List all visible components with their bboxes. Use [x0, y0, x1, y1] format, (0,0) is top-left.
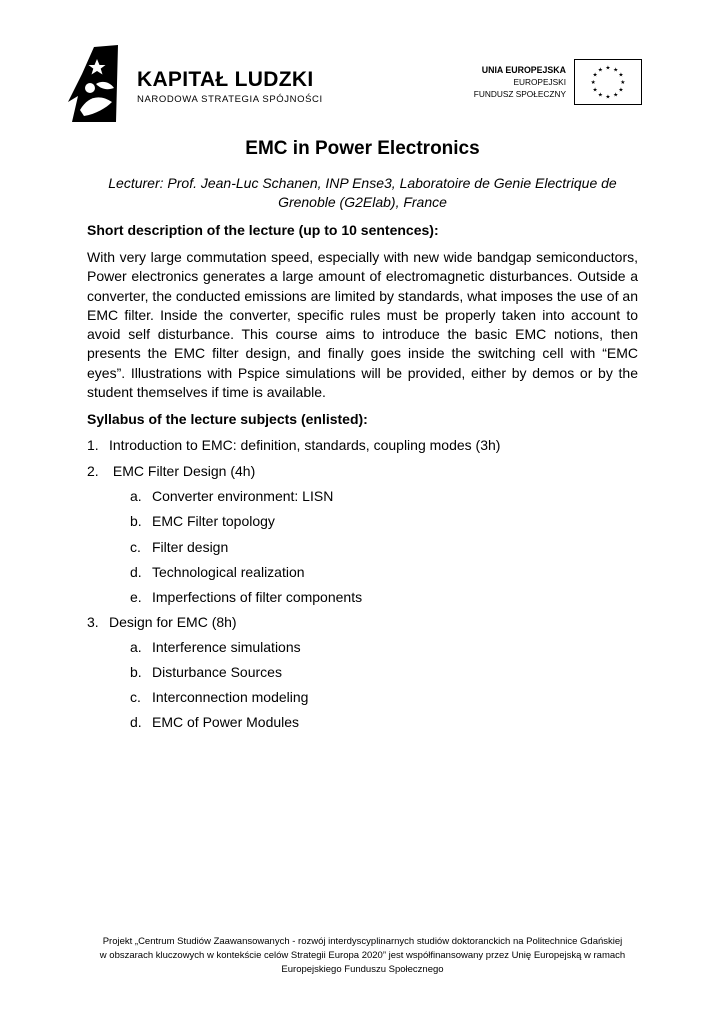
eu-flag-icon [574, 59, 642, 105]
svg-text:★: ★ [613, 92, 619, 99]
syllabus-heading: Syllabus of the lecture subjects (enlisted): [87, 411, 368, 427]
syllabus-subitem: a. Converter environment: LISN [130, 488, 334, 504]
eu-wordmark [440, 64, 566, 100]
syllabus-subitem: d. EMC of Power Modules [130, 714, 300, 730]
lecturer-line: Lecturer: Prof. Jean-Luc Schanen, INP Ense3, Laboratoire de Genie Electrique de Grenoble (G2Elab), France [108, 175, 617, 210]
svg-text:★: ★ [592, 72, 598, 79]
description-paragraph: With very large commutation speed, especially with new wide bandgap semiconductors, Power electronics generates a large amount of electromagnetic disturbances. Outside a converter, the conducted emissions are limited by standards, what imposes the use of an EMC filter. Inside the converter, specific rules must be properly taken into account to avoid self disturbance. This course aims to introduce the basic EMC notions, then presents the EMC filter design, and finally goes inside the switching cell with “EMC eyes”. Illustrations with Pspice simulations will be provided, either by demos or by the student themselves if time is available. [87, 249, 638, 401]
svg-text:★: ★ [618, 72, 624, 79]
syllabus-subitem: d. Technological realization [130, 564, 305, 580]
kapital-ludzki-wordmark [137, 69, 323, 105]
svg-text:★: ★ [597, 67, 603, 74]
syllabus-item: 1. Introduction to EMC: definition, standards, coupling modes (3h) [87, 437, 501, 453]
footer-line1: Projekt „Centrum Studiów Zaawansowanych - rozwój interdyscyplinarnych studiów doktoranckich na Politechnice Gdańskiej [102, 936, 623, 947]
eu-line1: UNIA EUROPEJSKA [481, 65, 566, 75]
svg-text:★: ★ [590, 79, 596, 86]
syllabus-subitem: e. Imperfections of filter components [130, 589, 363, 605]
kapital-ludzki-logo-icon [66, 44, 136, 124]
svg-text:★: ★ [605, 94, 611, 101]
syllabus-subitem: c. Interconnection modeling [130, 689, 309, 705]
svg-text:★: ★ [592, 87, 598, 94]
svg-text:★: ★ [605, 65, 611, 72]
svg-text:★: ★ [613, 67, 619, 74]
syllabus-item: 2. EMC Filter Design (4h) [87, 463, 256, 479]
description-heading: Short description of the lecture (up to 10 sentences): [87, 222, 439, 238]
syllabus-item: 3. Design for EMC (8h) [87, 614, 237, 630]
syllabus-subitem: a. Interference simulations [130, 639, 301, 655]
document-title: EMC in Power Electronics [245, 138, 480, 159]
eu-line2: EUROPEJSKI [513, 77, 566, 87]
kapital-ludzki-subtitle: NARODOWA STRATEGIA SPÓJNOŚCI [137, 94, 323, 105]
svg-text:★: ★ [597, 92, 603, 99]
page-header [0, 0, 725, 130]
footer-line3: Europejskiego Funduszu Społecznego [281, 964, 444, 975]
syllabus-subitem: b. EMC Filter topology [130, 513, 275, 529]
svg-text:★: ★ [618, 87, 624, 94]
syllabus-subitem: b. Disturbance Sources [130, 664, 282, 680]
syllabus-subitem: c. Filter design [130, 539, 229, 555]
page-footer [60, 935, 665, 977]
kapital-ludzki-title: KAPITAŁ LUDZKI [137, 68, 314, 91]
eu-line3: FUNDUSZ SPOŁECZNY [473, 89, 566, 99]
svg-text:★: ★ [620, 79, 626, 86]
footer-line2: w obszarach kluczowych w kontekście celów Strategii Europa 2020” jest współfinansowany przez Unię Europejską w ramach [99, 950, 626, 961]
